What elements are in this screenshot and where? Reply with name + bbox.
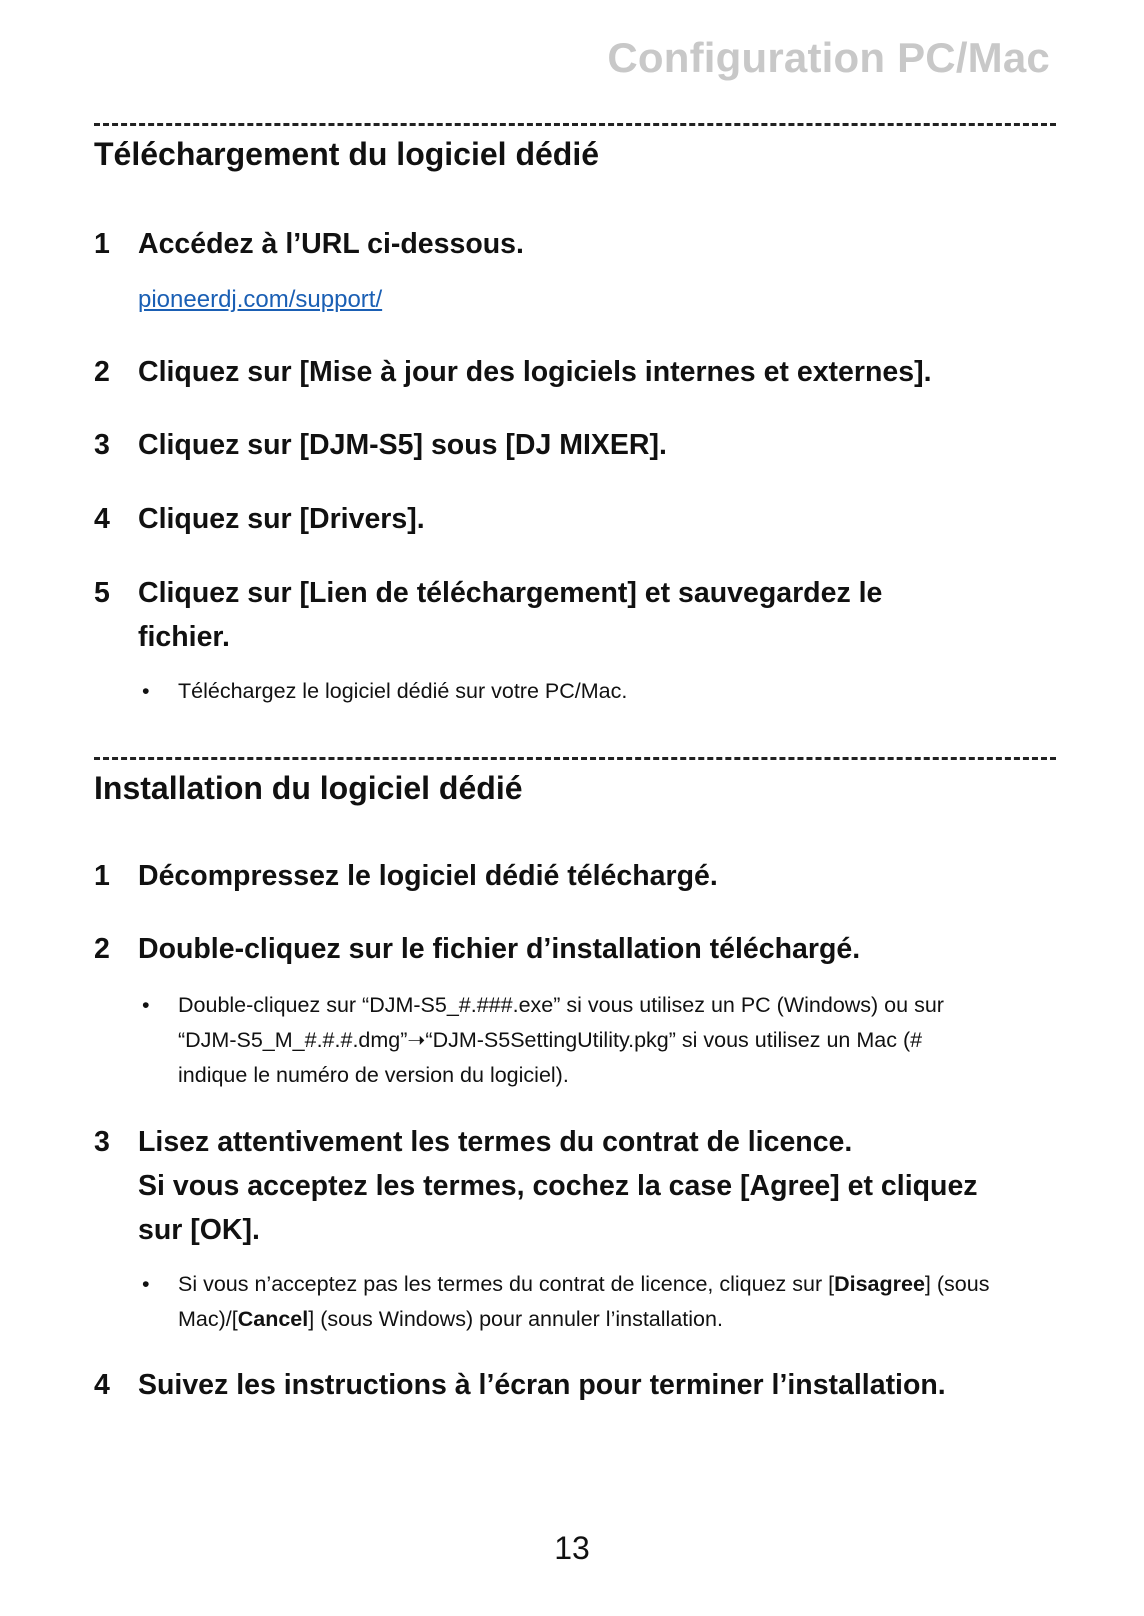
note-text: “DJM-S5_M_#.#.#.dmg”➝“DJM-S5SettingUtility.pkg” si vous utilisez un Mac (# <box>178 1028 923 1052</box>
step-text: Lisez attentivement les termes du contrat de licence. <box>138 1126 853 1158</box>
step-text: sur [OK]. <box>138 1214 260 1246</box>
install-step-2 <box>94 927 1064 971</box>
step-text: Décompressez le logiciel dédié téléchargé. <box>138 860 718 892</box>
step-number: 5 <box>94 577 110 609</box>
note-bold-text: Cancel <box>237 1307 309 1331</box>
install-note-3 <box>142 1267 1062 1337</box>
step-text: Cliquez sur [Lien de téléchargement] et sauvegardez le <box>138 577 883 609</box>
section-title-install: Installation du logiciel dédié <box>94 770 523 806</box>
download-step-4 <box>94 497 1064 541</box>
section-title-download: Téléchargement du logiciel dédié <box>94 136 600 172</box>
note-line <box>178 1267 1062 1302</box>
download-step-5 <box>94 571 1064 659</box>
install-note-2 <box>142 988 1062 1093</box>
step-number: 4 <box>94 503 110 535</box>
download-step-2 <box>94 350 1064 394</box>
support-link[interactable]: pioneerdj.com/support/ <box>138 286 383 313</box>
install-step-1 <box>94 854 1064 898</box>
step-text: Suivez les instructions à l’écran pour terminer l’installation. <box>138 1369 946 1401</box>
note-line <box>178 1302 1062 1337</box>
page-header-title: Configuration PC/Mac <box>607 34 1050 81</box>
section-divider <box>94 123 1056 126</box>
bullet-icon: • <box>142 679 150 703</box>
section-divider <box>94 757 1056 760</box>
step-number: 3 <box>94 1126 110 1158</box>
step-text: fichier. <box>138 621 230 653</box>
step-number: 2 <box>94 933 110 965</box>
note-text: Double-cliquez sur “DJM-S5_#.###.exe” si vous utilisez un PC (Windows) ou sur <box>178 993 944 1017</box>
download-note <box>142 674 1062 709</box>
step-text: Double-cliquez sur le fichier d’installation téléchargé. <box>138 933 861 965</box>
step-number: 4 <box>94 1369 110 1401</box>
note-text: ] (sous Windows) pour annuler l’installation. <box>308 1307 723 1331</box>
step-text: Cliquez sur [Drivers]. <box>138 503 425 535</box>
download-step-3 <box>94 423 1064 467</box>
step-text: Cliquez sur [Mise à jour des logiciels internes et externes]. <box>138 356 932 388</box>
note-text: ] (sous <box>924 1272 990 1296</box>
note-text: Si vous n’acceptez pas les termes du contrat de licence, cliquez sur [ <box>178 1272 835 1296</box>
step-text: Accédez à l’URL ci-dessous. <box>138 228 524 260</box>
bullet-icon: • <box>142 993 150 1017</box>
page-number: 13 <box>554 1530 590 1566</box>
step-number: 3 <box>94 429 110 461</box>
step-number: 1 <box>94 228 110 260</box>
note-text: Téléchargez le logiciel dédié sur votre PC/Mac. <box>178 679 628 703</box>
bullet-icon: • <box>142 1272 150 1296</box>
install-step-4 <box>94 1363 1064 1407</box>
step-number: 2 <box>94 356 110 388</box>
download-step-1 <box>94 222 1064 266</box>
step-text: Cliquez sur [DJM-S5] sous [DJ MIXER]. <box>138 429 667 461</box>
step-text: Si vous acceptez les termes, cochez la case [Agree] et cliquez <box>138 1170 978 1202</box>
install-step-3 <box>94 1120 1064 1252</box>
note-bold-text: Disagree <box>834 1272 925 1296</box>
note-text: indique le numéro de version du logiciel). <box>178 1063 569 1087</box>
note-text: Mac)/[ <box>178 1307 238 1331</box>
step-number: 1 <box>94 860 110 892</box>
